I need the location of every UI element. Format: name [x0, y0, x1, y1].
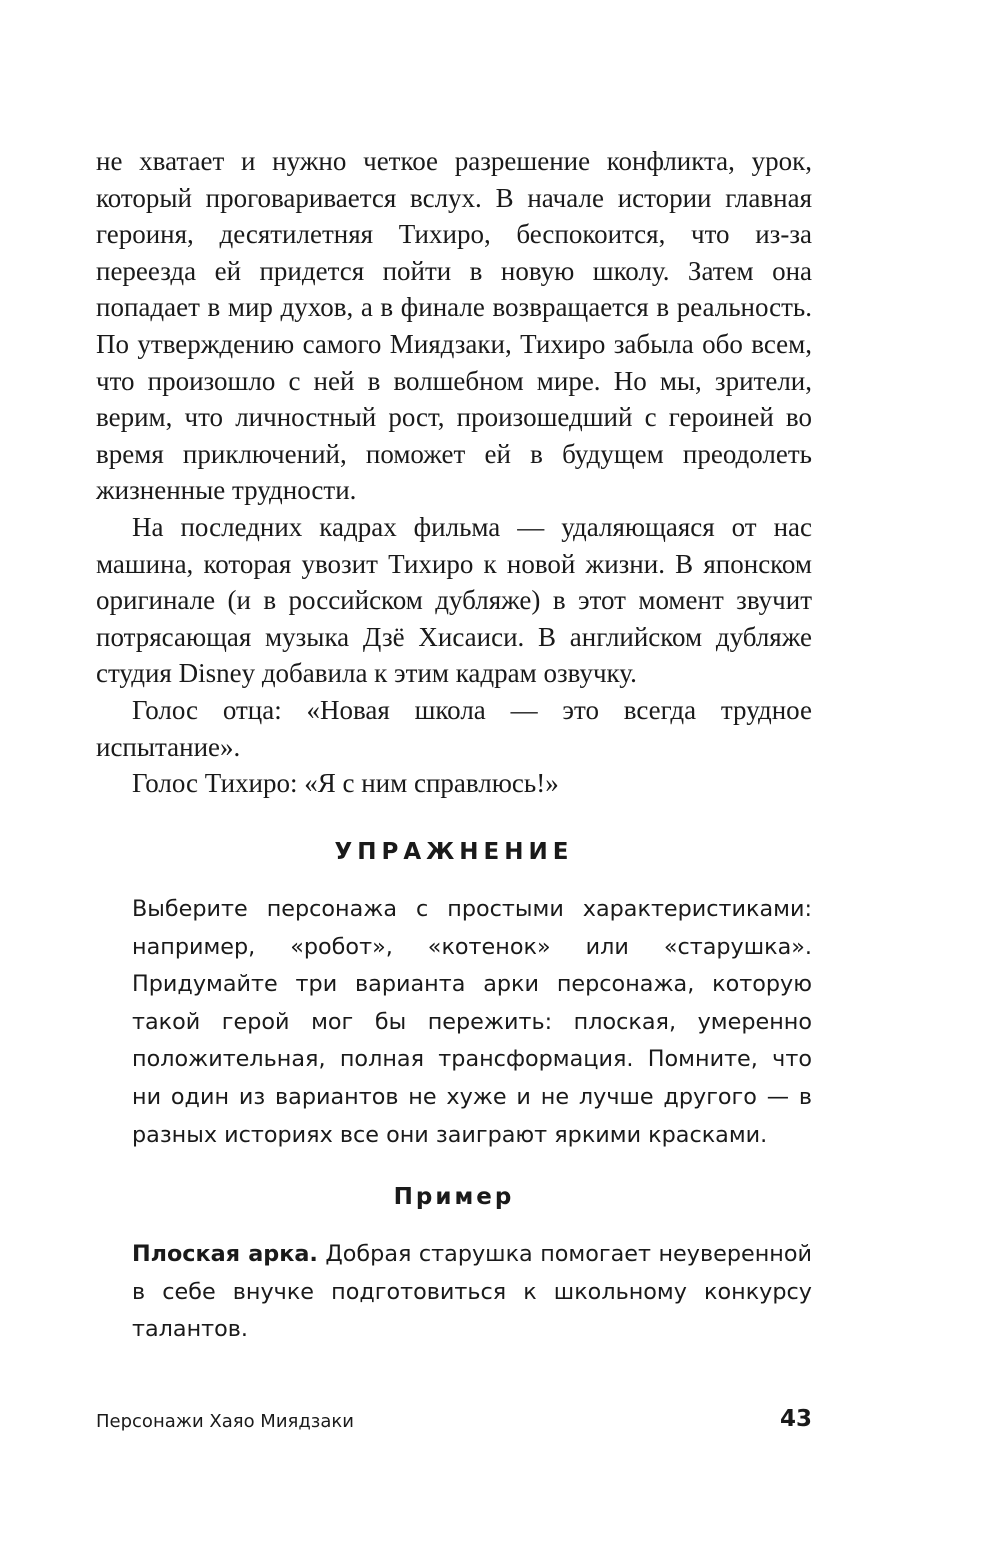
paragraph-quote-chihiro: Голос Тихиро: «Я с ним справлюсь!» [132, 768, 559, 799]
example-text: Добрая старушка помогает неуверенной в себе внучке подготовиться к школьному конкурсу талантов. [132, 1241, 812, 1343]
paragraph-quote-father: Голос отца: «Новая школа — это всегда трудное испытание». [96, 694, 812, 762]
exercise-heading: УПРАЖНЕНИЕ [334, 839, 574, 865]
main-text [96, 143, 812, 802]
page-number: 43 [779, 1406, 812, 1432]
exercise-text: Выберите персонажа с простыми характеристиками: например, «робот», «котенок» или «старушка». Придумайте три варианта арки персонажа, которую такой герой мог бы пережить: плоская, умеренно положительная, полная трансформация. Помните, что ни один из вариантов не хуже и не лучше другого — в разных историях все они заиграют яркими красками. [132, 896, 812, 1148]
book-page [96, 0, 812, 1546]
example-paragraph [132, 1236, 812, 1349]
example-box [132, 1236, 812, 1349]
exercise-box [132, 891, 812, 1154]
running-title: Персонажи Хаяо Миядзаки [96, 1411, 354, 1432]
paragraph-continued: не хватает и нужно четкое разрешение конфликта, урок, который проговаривается вслух. В начале истории главная героиня, десятилетняя Тихиро, беспокоится, что из-за переезда ей придется пойти в новую школу. Затем она попадает в мир духов, а в финале возвращается в реальность. По утверждению самого Миядзаки, Тихиро забыла обо всем, что произошло с ней в волшебном мире. Но мы, зрители, верим, что личностный рост, произошедший с героиней во время приключений, поможет ей в будущем преодолеть жизненные трудности. [96, 146, 812, 506]
example-heading: Пример [393, 1184, 515, 1210]
page-footer [96, 1405, 812, 1435]
example-lead: Плоская арка. [132, 1241, 318, 1267]
paragraph: На последних кадрах фильма — удаляющаяся от нас машина, которая увозит Тихиро к новой жизни. В японском оригинале (и в российском дубляже) в этот момент звучит потрясающая музыка Дзё Хисаиси. В английском дубляже студия Disney добавила к этим кадрам озвучку. [96, 511, 812, 689]
